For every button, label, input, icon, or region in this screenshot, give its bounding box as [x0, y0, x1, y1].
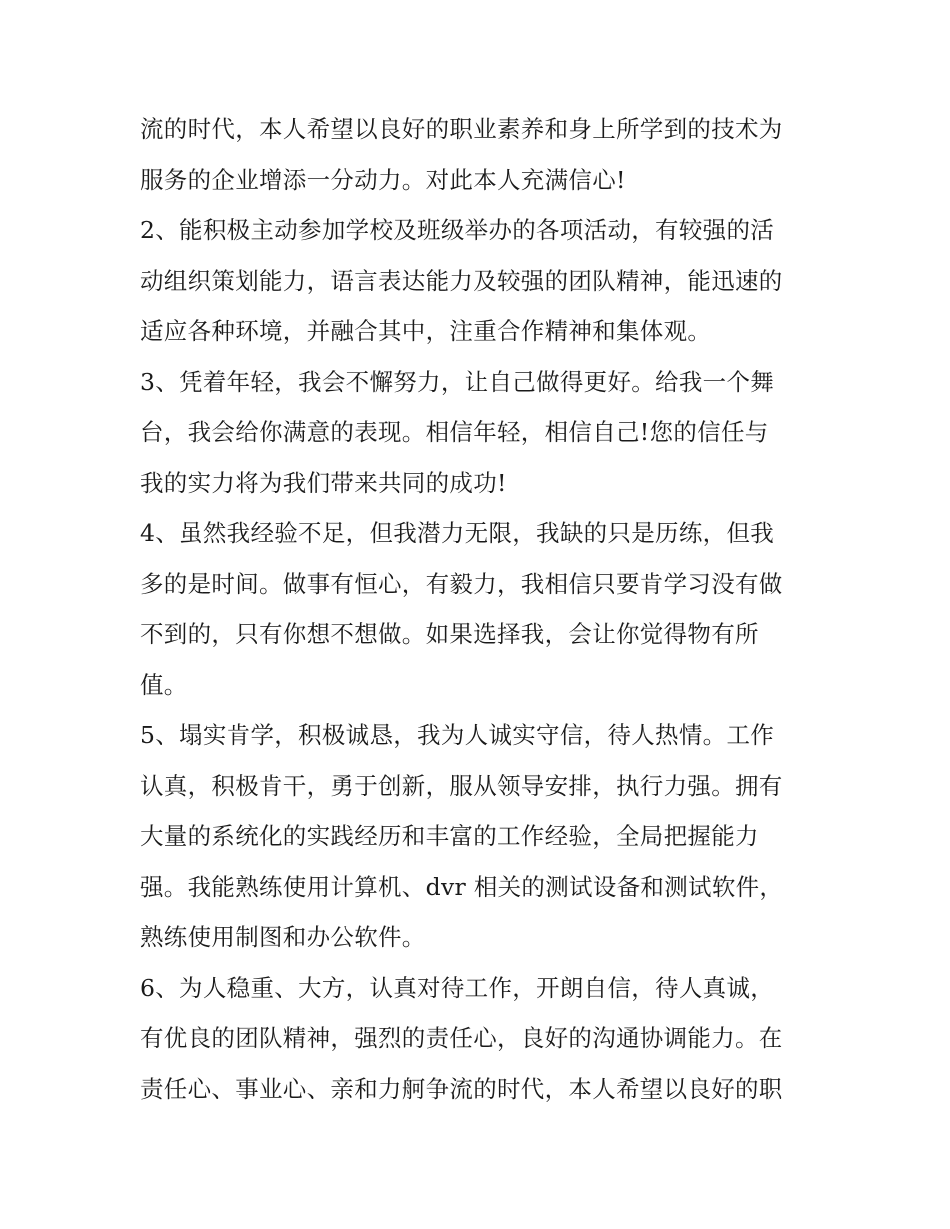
text-line: 5、塌实肯学，积极诚恳，我为人诚实守信，待人热情。工作 — [140, 721, 775, 749]
text-line: 动组织策划能力，语言表达能力及较强的团队精神，能迅速的 — [140, 266, 783, 295]
text-line: 不到的，只有你想不想做。如果选择我，会让你觉得物有所 — [140, 620, 759, 648]
text-line: 适应各种环境，并融合其中，注重合作精神和集体观。 — [140, 317, 712, 345]
text-line: 台，我会给你满意的表现。相信年轻，相信自己!您的信任与 — [140, 418, 769, 446]
text-line: 2、能积极主动参加学校及班级举办的各项活动，有较强的活 — [140, 216, 775, 244]
text-line: 大量的系统化的实践经历和丰富的工作经验，全局把握能力 — [140, 822, 759, 850]
text-line: 认真，积极肯干，勇于创新，服从领导安排，执行力强。拥有 — [140, 771, 783, 800]
text-line: 强。我能熟练使用计算机、dvr 相关的测试设备和测试软件， — [140, 872, 784, 901]
document-body — [140, 104, 820, 1114]
text-line: 值。 — [140, 670, 188, 699]
text-line: 责任心、事业心、亲和力舸争流的时代，本人希望以良好的职 — [140, 1074, 783, 1103]
text-line: 流的时代，本人希望以良好的职业素养和身上所学到的技术为 — [140, 115, 783, 143]
text-line: 3、凭着年轻，我会不懈努力，让自己做得更好。给我一个舞 — [140, 367, 775, 396]
text-line: 我的实力将为我们带来共同的成功! — [140, 468, 507, 497]
text-line: 6、为人稳重、大方，认真对待工作，开朗自信，待人真诚， — [140, 973, 775, 1002]
text-line: 熟练使用制图和办公软件。 — [140, 923, 426, 951]
text-line: 多的是时间。做事有恒心，有毅力，我相信只要肯学习没有做 — [140, 569, 783, 598]
text-line: 4、虽然我经验不足，但我潜力无限，我缺的只是历练，但我 — [140, 519, 775, 547]
text-line: 有优良的团队精神，强烈的责任心，良好的沟通协调能力。在 — [140, 1024, 783, 1052]
text-line: 服务的企业增添一分动力。对此本人充满信心! — [140, 165, 626, 194]
